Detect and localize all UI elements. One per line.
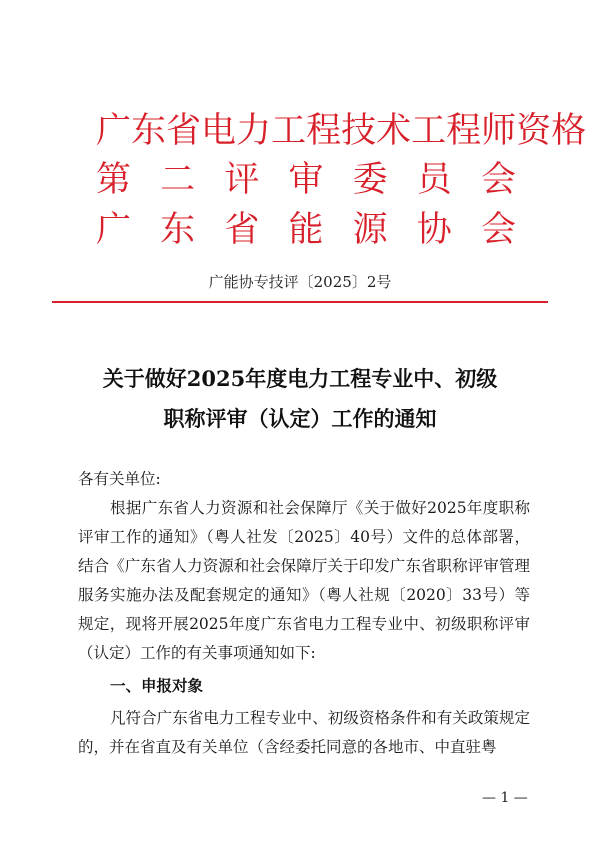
page-number: — 1 — bbox=[482, 790, 528, 806]
section-heading-application-targets: 一、申报对象 bbox=[110, 677, 204, 695]
body-paragraph-2: 凡符合广东省电力工程专业中、初级资格条件和有关政策规定的，并在省直及有关单位（含经委托同意的各地市、中直驻粤 bbox=[78, 709, 530, 756]
header-line-2: 第 二 评 审 委 员 会 bbox=[96, 160, 516, 200]
document-number: 广能协专技评〔2025〕2号 bbox=[208, 273, 392, 291]
header-line-1: 广 东 省 电 力 工 程 技 术 工 程 师 资 格 bbox=[96, 111, 587, 151]
salutation: 各有关单位: bbox=[78, 470, 161, 488]
header-divider bbox=[52, 301, 548, 303]
notice-title-line-2: 职称评审（认定）工作的通知 bbox=[163, 406, 437, 431]
header-line-3: 广 东 省 能 源 协 会 bbox=[96, 210, 516, 250]
notice-title-line-1: 关于做好2025年度电力工程专业中、初级 bbox=[102, 366, 498, 391]
body-paragraph-1: 根据广东省人力资源和社会保障厅《关于做好2025年度职称评审工作的通知》（粤人社发〔2025〕40号）文件的总体部署，结合《广东省人力资源和社会保障厅关于印发广东省职称评审管理服务实施办法及配套规定的通知》（粤人社规〔2020〕33号）等规定，现将开展2025年度广东省电力工程专业中、初级职称评审（认定）工作的有关事项通知如下: bbox=[78, 499, 530, 662]
